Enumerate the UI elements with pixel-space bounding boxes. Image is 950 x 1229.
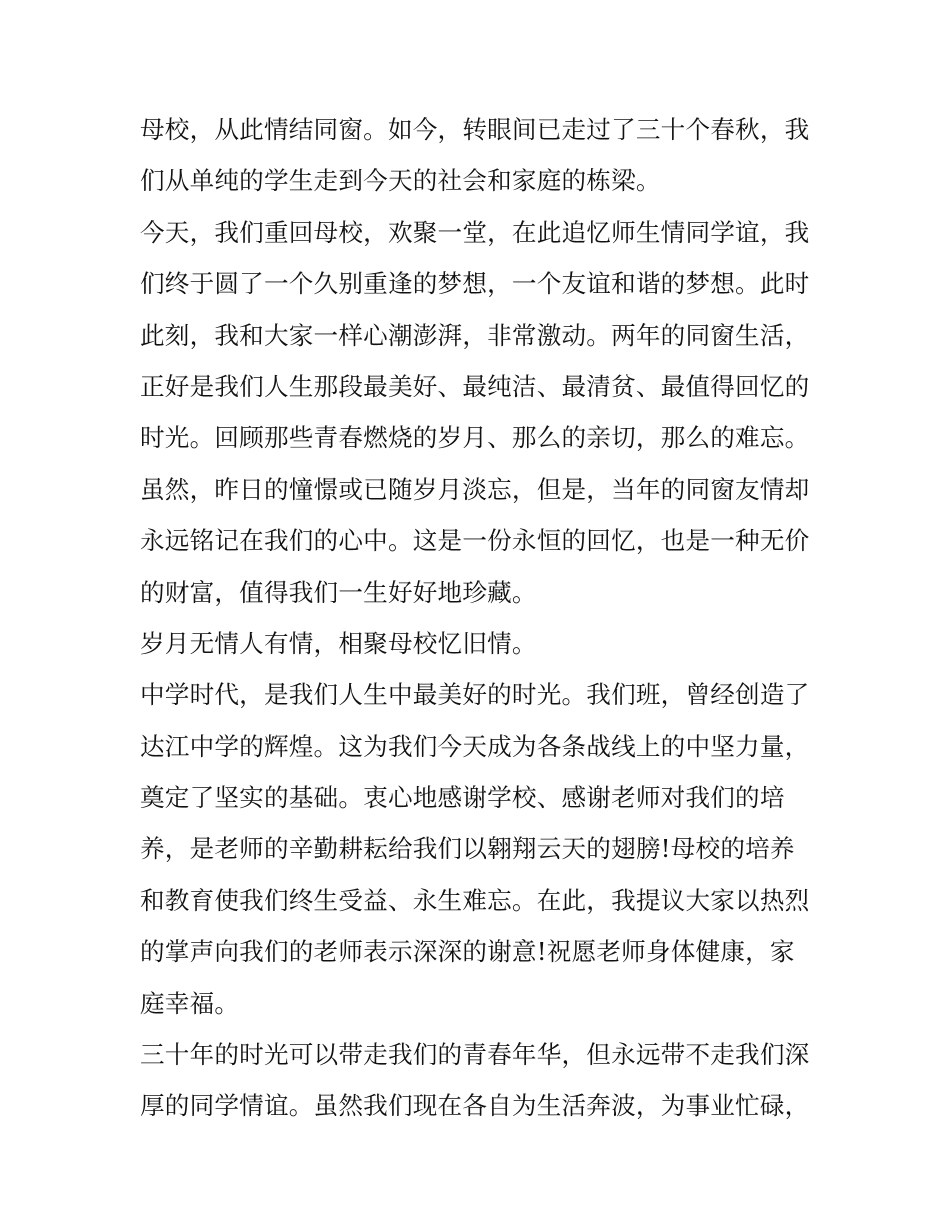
- text-line: 们终于圆了一个久别重逢的梦想，一个友谊和谐的梦想。此时: [140, 269, 810, 299]
- text-line: 虽然，昨日的憧憬或已随岁月淡忘，但是，当年的同窗友情却: [140, 474, 810, 504]
- text-line: 今天，我们重回母校，欢聚一堂，在此追忆师生情同学谊，我: [140, 217, 810, 247]
- text-line: 庭幸福。: [140, 988, 240, 1018]
- text-line: 达江中学的辉煌。这为我们今天成为各条战线上的中坚力量，: [140, 731, 810, 761]
- text-line: 养，是老师的辛勤耕耘给我们以翱翔云天的翅膀!母校的培养: [140, 834, 795, 864]
- text-line: 母校，从此情结同窗。如今，转眼间已走过了三十个春秋，我: [140, 115, 810, 144]
- text-line: 的掌声向我们的老师表示深深的谢意!祝愿老师身体健康，家: [140, 937, 795, 967]
- text-line: 永远铭记在我们的心中。这是一份永恒的回忆，也是一种无价: [140, 526, 810, 556]
- text-line: 此刻，我和大家一样心潮澎湃，非常激动。两年的同窗生活，: [140, 320, 810, 350]
- text-line: 正好是我们人生那段最美好、最纯洁、最清贫、最值得回忆的: [140, 371, 810, 401]
- text-line: 岁月无情人有情，相聚母校忆旧情。: [140, 628, 537, 658]
- text-line: 们从单纯的学生走到今天的社会和家庭的栋梁。: [140, 166, 661, 196]
- text-line: 中学时代，是我们人生中最美好的时光。我们班，曾经创造了: [140, 680, 810, 710]
- text-line: 厚的同学情谊。虽然我们现在各自为生活奔波，为事业忙碌，: [140, 1091, 810, 1121]
- text-line: 三十年的时光可以带走我们的青春年华，但永远带不走我们深: [140, 1040, 810, 1070]
- text-line: 和教育使我们终生受益、永生难忘。在此，我提议大家以热烈: [140, 885, 810, 915]
- text-line: 的财富，值得我们一生好好地珍藏。: [140, 577, 537, 607]
- text-line: 时光。回顾那些青春燃烧的岁月、那么的亲切，那么的难忘。: [140, 423, 810, 453]
- document-body: [140, 104, 816, 1132]
- text-line: 奠定了坚实的基础。衷心地感谢学校、感谢老师对我们的培: [140, 783, 785, 813]
